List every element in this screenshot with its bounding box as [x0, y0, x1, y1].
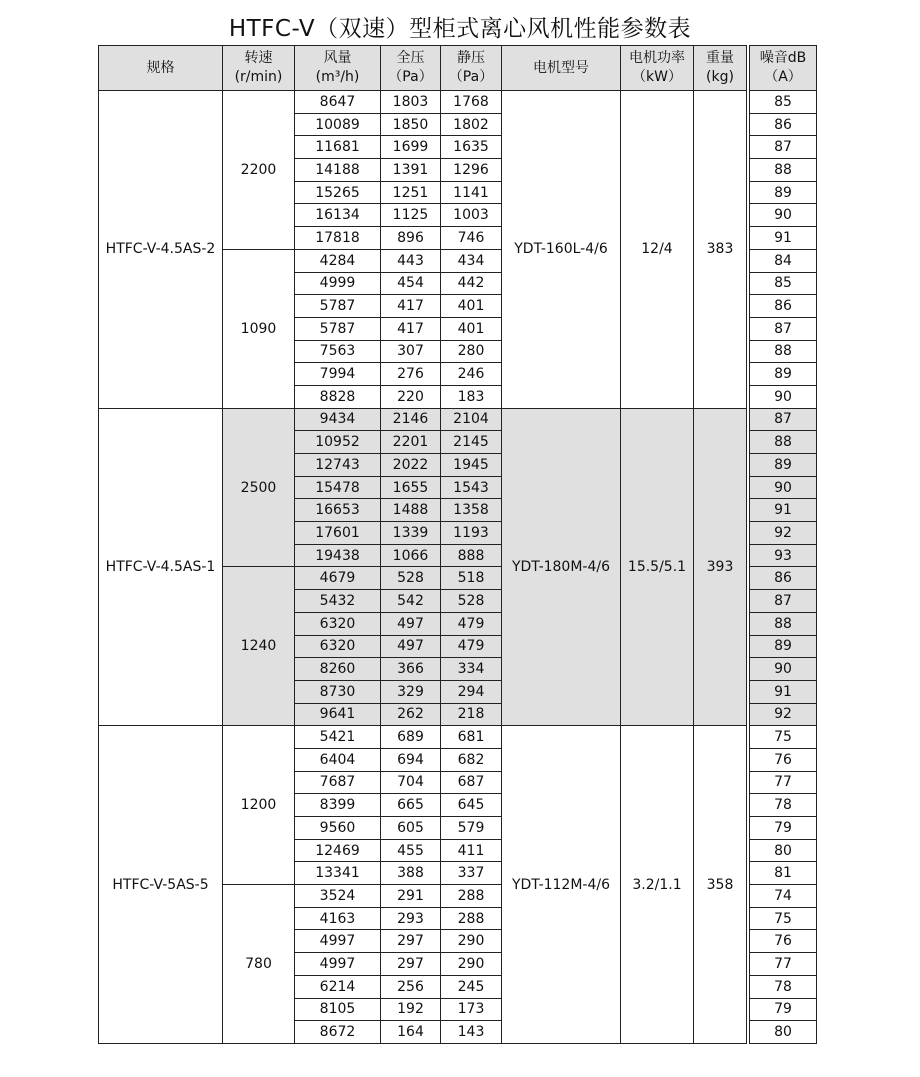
total-pressure-cell: 665	[381, 794, 441, 817]
total-pressure-cell: 1339	[381, 522, 441, 545]
static-pressure-cell: 645	[441, 794, 502, 817]
total-pressure-cell: 220	[381, 385, 441, 408]
noise-cell: 75	[750, 907, 817, 930]
total-pressure-cell: 417	[381, 295, 441, 318]
noise-cell: 77	[750, 771, 817, 794]
noise-cell: 89	[750, 635, 817, 658]
header-flow: 风量 (m³/h)	[295, 46, 381, 91]
total-pressure-cell: 1066	[381, 544, 441, 567]
total-pressure-cell: 297	[381, 930, 441, 953]
static-pressure-cell: 1141	[441, 181, 502, 204]
total-pressure-cell: 1803	[381, 91, 441, 114]
static-pressure-cell: 687	[441, 771, 502, 794]
flow-cell: 19438	[295, 544, 381, 567]
noise-cell: 78	[750, 975, 817, 998]
page-title: HTFC-V（双速）型柜式离心风机性能参数表	[228, 16, 692, 42]
header-row	[99, 46, 817, 91]
header-static-pressure: 静压 （Pa）	[441, 46, 502, 91]
static-pressure-cell: 173	[441, 998, 502, 1021]
speed-cell: 1200	[223, 726, 295, 885]
static-pressure-cell: 1635	[441, 136, 502, 159]
noise-cell: 87	[750, 408, 817, 431]
flow-cell: 6404	[295, 748, 381, 771]
motor-cell: YDT-112M-4/6	[502, 726, 621, 1044]
total-pressure-cell: 329	[381, 680, 441, 703]
total-pressure-cell: 694	[381, 748, 441, 771]
flow-cell: 7563	[295, 340, 381, 363]
flow-cell: 8730	[295, 680, 381, 703]
static-pressure-cell: 288	[441, 907, 502, 930]
total-pressure-cell: 2146	[381, 408, 441, 431]
static-pressure-cell: 479	[441, 612, 502, 635]
header-weight: 重量 (kg)	[694, 46, 747, 91]
total-pressure-cell: 366	[381, 658, 441, 681]
total-pressure-cell: 388	[381, 862, 441, 885]
static-pressure-cell: 294	[441, 680, 502, 703]
noise-cell: 88	[750, 159, 817, 182]
flow-cell: 14188	[295, 159, 381, 182]
noise-cell: 80	[750, 839, 817, 862]
total-pressure-cell: 417	[381, 317, 441, 340]
flow-cell: 8399	[295, 794, 381, 817]
static-pressure-cell: 1768	[441, 91, 502, 114]
flow-cell: 8647	[295, 91, 381, 114]
noise-cell: 91	[750, 227, 817, 250]
weight-cell: 393	[694, 408, 747, 726]
header-spec: 规格	[99, 46, 223, 91]
static-pressure-cell: 1193	[441, 522, 502, 545]
power-cell: 3.2/1.1	[621, 726, 694, 1044]
noise-cell: 81	[750, 862, 817, 885]
speed-cell: 2500	[223, 408, 295, 567]
static-pressure-cell: 401	[441, 295, 502, 318]
total-pressure-cell: 455	[381, 839, 441, 862]
total-pressure-cell: 291	[381, 885, 441, 908]
flow-cell: 8828	[295, 385, 381, 408]
flow-cell: 6320	[295, 612, 381, 635]
total-pressure-cell: 307	[381, 340, 441, 363]
static-pressure-cell: 434	[441, 249, 502, 272]
noise-cell: 86	[750, 295, 817, 318]
flow-cell: 7994	[295, 363, 381, 386]
flow-cell: 16653	[295, 499, 381, 522]
noise-cell: 93	[750, 544, 817, 567]
static-pressure-cell: 1543	[441, 476, 502, 499]
noise-cell: 90	[750, 204, 817, 227]
flow-cell: 4163	[295, 907, 381, 930]
power-cell: 15.5/5.1	[621, 408, 694, 726]
flow-cell: 4997	[295, 930, 381, 953]
static-pressure-cell: 401	[441, 317, 502, 340]
flow-cell: 11681	[295, 136, 381, 159]
noise-cell: 88	[750, 340, 817, 363]
total-pressure-cell: 454	[381, 272, 441, 295]
header-power: 电机功率 （kW）	[621, 46, 694, 91]
noise-cell: 85	[750, 272, 817, 295]
spec-cell: HTFC-V-4.5AS-1	[99, 408, 223, 726]
static-pressure-cell: 246	[441, 363, 502, 386]
noise-cell: 75	[750, 726, 817, 749]
static-pressure-cell: 1296	[441, 159, 502, 182]
power-cell: 12/4	[621, 91, 694, 409]
noise-cell: 89	[750, 454, 817, 477]
noise-cell: 92	[750, 703, 817, 726]
flow-cell: 5421	[295, 726, 381, 749]
total-pressure-cell: 1655	[381, 476, 441, 499]
speed-cell: 780	[223, 885, 295, 1044]
flow-cell: 9434	[295, 408, 381, 431]
static-pressure-cell: 290	[441, 953, 502, 976]
noise-cell: 88	[750, 431, 817, 454]
flow-cell: 5432	[295, 590, 381, 613]
noise-cell: 78	[750, 794, 817, 817]
speed-cell: 2200	[223, 91, 295, 250]
total-pressure-cell: 1125	[381, 204, 441, 227]
total-pressure-cell: 605	[381, 817, 441, 840]
motor-cell: YDT-180M-4/6	[502, 408, 621, 726]
flow-cell: 15478	[295, 476, 381, 499]
total-pressure-cell: 443	[381, 249, 441, 272]
weight-cell: 358	[694, 726, 747, 1044]
flow-cell: 4997	[295, 953, 381, 976]
flow-cell: 8260	[295, 658, 381, 681]
noise-cell: 86	[750, 567, 817, 590]
flow-cell: 12743	[295, 454, 381, 477]
flow-cell: 5787	[295, 317, 381, 340]
static-pressure-cell: 280	[441, 340, 502, 363]
static-pressure-cell: 442	[441, 272, 502, 295]
static-pressure-cell: 290	[441, 930, 502, 953]
static-pressure-cell: 288	[441, 885, 502, 908]
total-pressure-cell: 262	[381, 703, 441, 726]
noise-cell: 74	[750, 885, 817, 908]
static-pressure-cell: 681	[441, 726, 502, 749]
static-pressure-cell: 337	[441, 862, 502, 885]
flow-cell: 5787	[295, 295, 381, 318]
total-pressure-cell: 256	[381, 975, 441, 998]
static-pressure-cell: 1003	[441, 204, 502, 227]
total-pressure-cell: 1488	[381, 499, 441, 522]
flow-cell: 10089	[295, 113, 381, 136]
static-pressure-cell: 1358	[441, 499, 502, 522]
weight-cell: 383	[694, 91, 747, 409]
flow-cell: 6320	[295, 635, 381, 658]
flow-cell: 9641	[295, 703, 381, 726]
static-pressure-cell: 183	[441, 385, 502, 408]
total-pressure-cell: 689	[381, 726, 441, 749]
static-pressure-cell: 746	[441, 227, 502, 250]
noise-cell: 90	[750, 385, 817, 408]
table-row	[99, 91, 817, 114]
flow-cell: 17601	[295, 522, 381, 545]
noise-cell: 87	[750, 590, 817, 613]
static-pressure-cell: 888	[441, 544, 502, 567]
total-pressure-cell: 497	[381, 612, 441, 635]
header-motor: 电机型号	[502, 46, 621, 91]
header-total-pressure: 全压 （Pa）	[381, 46, 441, 91]
noise-cell: 91	[750, 680, 817, 703]
spec-cell: HTFC-V-4.5AS-2	[99, 91, 223, 409]
noise-cell: 79	[750, 817, 817, 840]
static-pressure-cell: 2145	[441, 431, 502, 454]
flow-cell: 9560	[295, 817, 381, 840]
noise-cell: 79	[750, 998, 817, 1021]
motor-cell: YDT-160L-4/6	[502, 91, 621, 409]
total-pressure-cell: 1850	[381, 113, 441, 136]
noise-cell: 77	[750, 953, 817, 976]
flow-cell: 10952	[295, 431, 381, 454]
noise-cell: 87	[750, 136, 817, 159]
total-pressure-cell: 497	[381, 635, 441, 658]
total-pressure-cell: 297	[381, 953, 441, 976]
noise-cell: 86	[750, 113, 817, 136]
flow-cell: 8105	[295, 998, 381, 1021]
performance-table	[98, 45, 817, 1044]
spec-cell: HTFC-V-5AS-5	[99, 726, 223, 1044]
header-noise: 噪音dB （A）	[750, 46, 817, 91]
flow-cell: 12469	[295, 839, 381, 862]
flow-cell: 16134	[295, 204, 381, 227]
total-pressure-cell: 293	[381, 907, 441, 930]
static-pressure-cell: 218	[441, 703, 502, 726]
noise-cell: 89	[750, 363, 817, 386]
flow-cell: 15265	[295, 181, 381, 204]
total-pressure-cell: 2022	[381, 454, 441, 477]
total-pressure-cell: 1391	[381, 159, 441, 182]
static-pressure-cell: 518	[441, 567, 502, 590]
table-body	[99, 91, 817, 1044]
static-pressure-cell: 479	[441, 635, 502, 658]
total-pressure-cell: 164	[381, 1021, 441, 1044]
total-pressure-cell: 1251	[381, 181, 441, 204]
total-pressure-cell: 1699	[381, 136, 441, 159]
noise-cell: 91	[750, 499, 817, 522]
static-pressure-cell: 245	[441, 975, 502, 998]
static-pressure-cell: 1802	[441, 113, 502, 136]
static-pressure-cell: 143	[441, 1021, 502, 1044]
flow-cell: 4999	[295, 272, 381, 295]
noise-cell: 84	[750, 249, 817, 272]
flow-cell: 17818	[295, 227, 381, 250]
flow-cell: 8672	[295, 1021, 381, 1044]
noise-cell: 92	[750, 522, 817, 545]
header-speed: 转速 (r/min)	[223, 46, 295, 91]
static-pressure-cell: 579	[441, 817, 502, 840]
noise-cell: 85	[750, 91, 817, 114]
static-pressure-cell: 334	[441, 658, 502, 681]
total-pressure-cell: 528	[381, 567, 441, 590]
noise-cell: 76	[750, 748, 817, 771]
static-pressure-cell: 2104	[441, 408, 502, 431]
table-row	[99, 726, 817, 749]
noise-cell: 89	[750, 181, 817, 204]
total-pressure-cell: 542	[381, 590, 441, 613]
total-pressure-cell: 192	[381, 998, 441, 1021]
flow-cell: 7687	[295, 771, 381, 794]
noise-cell: 88	[750, 612, 817, 635]
static-pressure-cell: 682	[441, 748, 502, 771]
flow-cell: 4284	[295, 249, 381, 272]
total-pressure-cell: 704	[381, 771, 441, 794]
static-pressure-cell: 1945	[441, 454, 502, 477]
flow-cell: 13341	[295, 862, 381, 885]
total-pressure-cell: 276	[381, 363, 441, 386]
total-pressure-cell: 896	[381, 227, 441, 250]
static-pressure-cell: 411	[441, 839, 502, 862]
noise-cell: 87	[750, 317, 817, 340]
flow-cell: 3524	[295, 885, 381, 908]
noise-cell: 80	[750, 1021, 817, 1044]
speed-cell: 1090	[223, 249, 295, 408]
noise-cell: 90	[750, 476, 817, 499]
total-pressure-cell: 2201	[381, 431, 441, 454]
static-pressure-cell: 528	[441, 590, 502, 613]
speed-cell: 1240	[223, 567, 295, 726]
flow-cell: 4679	[295, 567, 381, 590]
flow-cell: 6214	[295, 975, 381, 998]
noise-cell: 76	[750, 930, 817, 953]
noise-cell: 90	[750, 658, 817, 681]
table-row	[99, 408, 817, 431]
